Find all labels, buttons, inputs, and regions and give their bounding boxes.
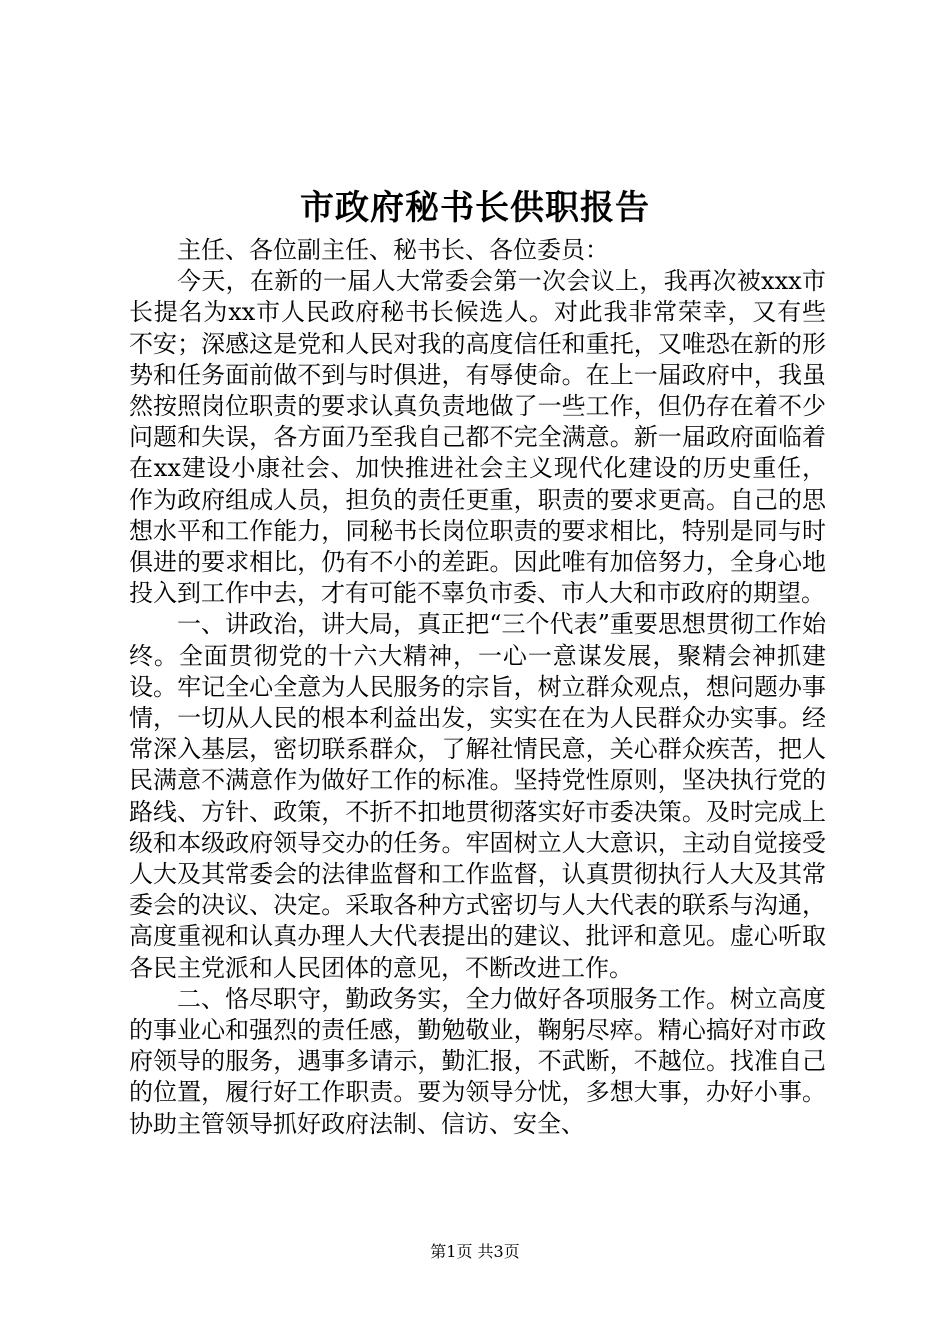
document-title: 市政府秘书长供职报告 [300, 188, 650, 228]
body-paragraph: 今天，在新的一届人大常委会第一次会议上，我再次被xxx市长提名为xx市人民政府秘书长候选人。对此我非常荣幸，又有些不安；深感这是党和人民对我的高度信任和重托，又唯恐在新的形势和任务面前做不到与时俱进，有辱使命。在上一届政府中，我虽然按照岗位职责的要求认真负责地做了一些工作，但仍存在着不少问题和失误，各方面乃至我自己都不完全满意。新一届政府面临着在xx建设小康社会、加快推进社会主义现代化建设的历史重任，作为政府组成人员，担负的责任更重，职责的要求更高。自己的思想水平和工作能力，同秘书长岗位职责的要求相比，特别是同与时俱进的要求相比，仍有不小的差距。因此唯有加倍努力，全身心地投入到工作中去，才有可能不辜负市委、市人大和市政府的期望。 [129, 267, 826, 608]
body-paragraph: 一、讲政治，讲大局，真正把“三个代表”重要思想贯彻工作始终。全面贯彻党的十六大精神，一心一意谋发展，聚精会神抓建设。牢记全心全意为人民服务的宗旨，树立群众观点，想问题办事情，一切从人民的根本利益出发，实实在在为人民群众办实事。经常深入基层，密切联系群众，了解社情民意，关心群众疾苦，把人民满意不满意作为做好工作的标准。坚持党性原则，坚决执行党的路线、方针、政策，不折不扣地贯彻落实好市委决策。及时完成上级和本级政府领导交办的任务。牢固树立人大意识，主动自觉接受人大及其常委会的法律监督和工作监督，认真贯彻执行人大及其常委会的决议、决定。采取各种方式密切与人大代表的联系与沟通，高度重视和认真办理人大代表提出的建议、批评和意见。虚心听取各民主党派和人民团体的意见，不断改进工作。 [129, 610, 826, 982]
document-body [129, 235, 826, 1140]
salutation-paragraph: 主任、各位副主任、秘书长、各位委员： [177, 236, 609, 264]
body-paragraph: 二、恪尽职守，勤政务实，全力做好各项服务工作。树立高度的事业心和强烈的责任感，勤勉敬业，鞠躬尽瘁。精心搞好对市政府领导的服务，遇事多请示，勤汇报，不武断，不越位。找准自己的位置，履行好工作职责。要为领导分忧，多想大事，办好小事。协助主管领导抓好政府法制、信访、安全、 [129, 984, 826, 1138]
page-number: 第1页 共3页 [430, 1242, 520, 1261]
